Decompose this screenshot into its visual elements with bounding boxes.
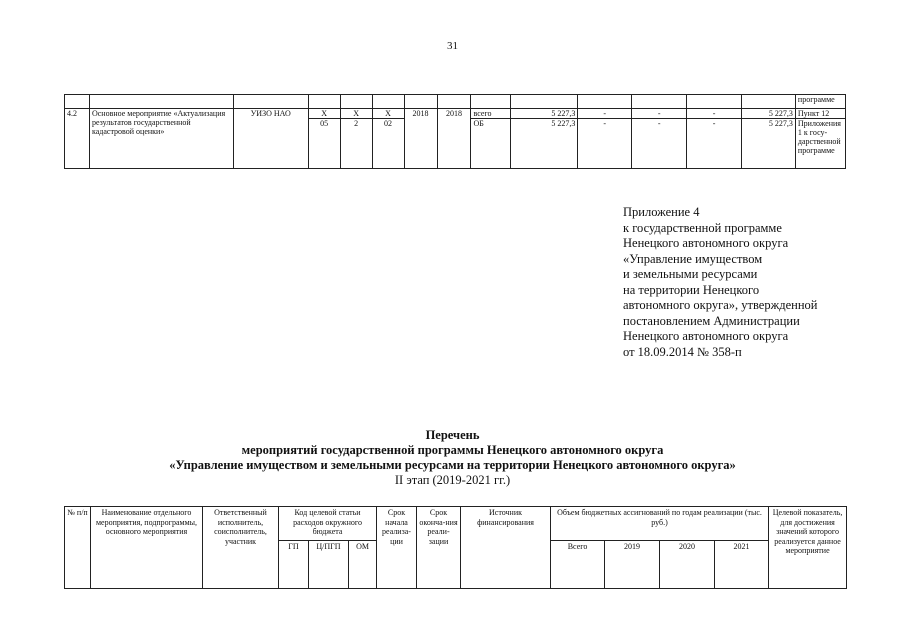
end-year: 2018 [437,109,471,169]
om-code-1: Х [372,109,404,119]
gp-code-2: 05 [308,119,340,169]
year3-1: - [687,109,742,119]
cpgp-code-1: Х [340,109,372,119]
col-executor: Ответственный исполнитель, соисполнитель, участник [203,507,279,589]
total-2: 5 227,3 [511,119,578,169]
row-number: 4.2 [65,109,90,169]
event-name: Основное мероприятие «Актуализация результатов государственной кадастровой оценки» [89,109,233,169]
document-heading [0,428,905,488]
table-row [65,109,846,119]
table-row [65,95,846,109]
col-source: Источник финансирования [461,507,551,589]
col-name: Наименование отдельного мероприятия, подпрограммы, основного мероприятия [91,507,203,589]
heading-line-2: мероприятий государственной программы Ненецкого автономного округа [241,443,664,457]
year4-2: 5 227,3 [741,119,795,169]
page-number: 31 [447,40,458,52]
year4-1: 5 227,3 [741,109,795,119]
heading-line-1: Перечень [425,428,480,442]
col-number: № п/п [65,507,91,589]
col-total: Всего [551,541,605,589]
col-gp: ГП [279,541,309,589]
col-om: ОМ [349,541,377,589]
source-2: ОБ [471,119,511,169]
col-start: Срок начала реализа-ции [377,507,417,589]
year2-1: - [632,109,687,119]
col-volume: Объем бюджетных ассигнований по годам реализации (тыс. руб.) [551,507,769,541]
col-end: Срок оконча-ния реали-зации [417,507,461,589]
heading-line-3: «Управление имуществом и земельными ресурсами на территории Ненецкого автономного округа» [169,458,736,472]
executor: УИЗО НАО [233,109,308,169]
col-2020: 2020 [660,541,715,589]
year1-2: - [578,119,632,169]
col-cpgp: Ц/ПГП [309,541,349,589]
col-indicator: Целевой показатель, для достижения значений которого реализуется данное мероприятие [769,507,847,589]
om-code-2: 02 [372,119,404,169]
indicator-2: Приложения 1 к госу-дарственной программе [795,119,845,169]
col-2021: 2021 [715,541,769,589]
heading-line-4: II этап (2019-2021 гг.) [394,473,511,487]
col-code: Код целевой статьи расходов окружного бюджета [279,507,377,541]
indicator-1: Пункт 12 [795,109,845,119]
source-1: всего [471,109,511,119]
top-table [64,94,846,169]
table-row [65,507,847,541]
cpgp-code-2: 2 [340,119,372,169]
gp-code-1: Х [308,109,340,119]
appendix-note: Приложение 4 к государственной программе Ненецкого автономного округа «Управление имуществом и земельными ресурсами на территории Ненецкого автономного округа», утвержденной постановлением Администрации Ненецкого автономного округа от 18.09.2014 № 358-п [623,205,818,359]
year3-2: - [687,119,742,169]
indicator-cell-top: программе [795,95,845,109]
total-1: 5 227,3 [511,109,578,119]
events-table-header [64,506,847,589]
year1-1: - [578,109,632,119]
col-2019: 2019 [605,541,660,589]
start-year: 2018 [404,109,437,169]
year2-2: - [632,119,687,169]
